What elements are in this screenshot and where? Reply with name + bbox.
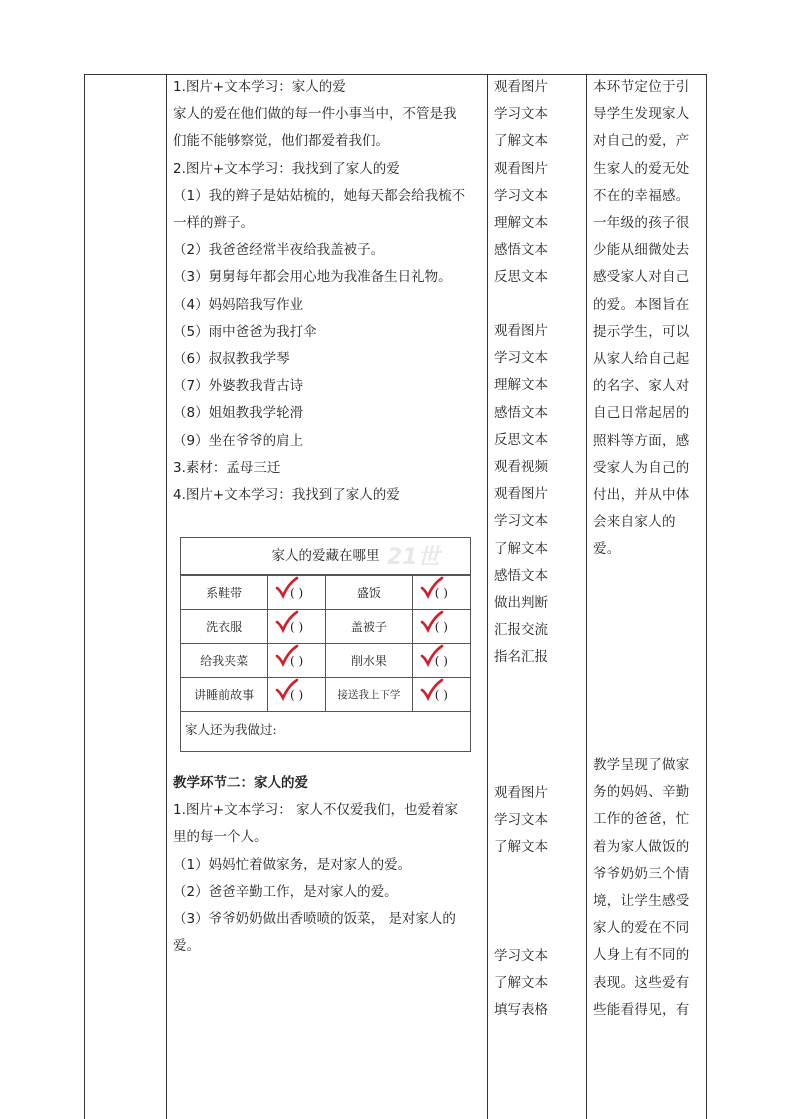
checklist-item: 盖被子 (325, 610, 412, 644)
content-line: （1）我的辫子是姑姑梳的，她每天都会给我梳不 (173, 187, 466, 204)
checklist-checkbox (412, 576, 470, 610)
check-mark-icon (273, 576, 299, 600)
activity-line: 感悟文本 (494, 242, 548, 259)
checklist-item: 洗衣服 (181, 610, 268, 644)
intent-line: 家人的爱在不同 (593, 920, 690, 937)
content-line: 一样的辫子。 (173, 215, 254, 232)
column-divider-2 (487, 74, 488, 1119)
content-line: （2）我爸爸经常半夜给我盖被子。 (173, 242, 385, 259)
activity-line: 理解文本 (494, 215, 548, 232)
content-line: （8）姐姐教我学轮滑 (173, 405, 304, 422)
activity-line: 了解文本 (494, 133, 548, 150)
intent-line: 的名字、家人对 (593, 378, 690, 395)
activity-line: 了解文本 (494, 839, 548, 856)
checklist-item: 给我夹菜 (181, 644, 268, 678)
intent-line: 本环节定位于引 (593, 79, 690, 95)
activity-line: 了解文本 (494, 975, 548, 992)
intent-line: 从家人给自己起 (593, 351, 690, 368)
table-border-left (84, 74, 85, 1119)
teaching-content-section-2 (173, 770, 483, 960)
intent-line: 境，让学生感受 (593, 893, 690, 910)
activity-line: 观看图片 (494, 785, 548, 801)
intent-line: 付出，并从中体 (593, 487, 690, 504)
checkbox-parentheses: ( ) (434, 585, 448, 600)
checklist-row (181, 576, 470, 610)
content-block-1 (173, 74, 483, 509)
check-mark-icon (418, 610, 444, 634)
checklist-item: 削水果 (325, 644, 412, 678)
checklist-checkbox (268, 644, 326, 678)
student-activity-group-1 (494, 74, 574, 292)
checkbox-parentheses: ( ) (434, 619, 448, 634)
activity-line: 指名汇报 (494, 649, 548, 666)
intent-line: 对自己的爱，产 (593, 133, 690, 150)
check-mark-icon (418, 644, 444, 668)
family-love-checklist-image (180, 537, 471, 752)
intent-line: 照料等方面，感 (593, 432, 690, 449)
intent-line: 生家人的爱无处 (593, 160, 690, 177)
check-mark-icon (273, 644, 299, 668)
intent-line: 少能从细微处去 (593, 242, 690, 259)
checkbox-parentheses: ( ) (434, 687, 448, 702)
activity-line: 感悟文本 (494, 567, 548, 584)
check-mark-icon (418, 678, 444, 702)
checklist-checkbox (268, 576, 326, 610)
activity-line: 观看图片 (494, 323, 548, 339)
content-line: 家人的爱在他们做的每一件小事当中，不管是我 (173, 106, 457, 123)
activity-line: 学习文本 (494, 106, 548, 123)
checklist-table (181, 575, 470, 712)
checklist-footer: 家人还为我做过: (185, 722, 277, 737)
intent-line: 提示学生，可以 (593, 323, 690, 340)
checklist-item: 讲睡前故事 (181, 678, 268, 712)
intent-line: 感受家人对自己 (593, 269, 690, 286)
intent-line: 导学生发现家人 (593, 106, 690, 123)
activity-line: 反思文本 (494, 431, 548, 448)
activity-line: 填写表格 (494, 1002, 548, 1019)
student-activity-group-3 (494, 780, 574, 862)
check-mark-icon (273, 678, 299, 702)
column-divider-3 (586, 74, 587, 1119)
activity-line: 汇报交流 (494, 622, 548, 639)
content-line: （6）叔叔教我学琴 (173, 351, 290, 368)
content-line: （9）坐在爷爷的肩上 (173, 432, 304, 449)
section-title: 教学环节二：家人的爱 (173, 775, 308, 791)
intent-line: 自己日常起居的 (593, 405, 690, 422)
checklist-checkbox (412, 678, 470, 712)
content-line: 爱。 (173, 938, 200, 955)
activity-line: 学习文本 (494, 350, 548, 367)
activity-line: 感悟文本 (494, 404, 548, 421)
checklist-row (181, 610, 470, 644)
intent-line: 着为家人做饭的 (593, 838, 690, 855)
activity-line: 学习文本 (494, 187, 548, 204)
check-mark-icon (418, 576, 444, 600)
content-line: 1.图片+文本学习：家人的爱 (173, 79, 346, 95)
checklist-item: 接送我上下学 (325, 678, 412, 712)
checklist-item: 盛饭 (325, 576, 412, 610)
column-divider-1 (166, 74, 167, 1119)
checkbox-parentheses: ( ) (289, 687, 304, 702)
checklist-row (181, 644, 470, 678)
content-line: （2）爸爸辛勤工作，是对家人的爱。 (173, 883, 398, 900)
design-intent-para-1 (593, 74, 703, 564)
activity-line: 观看图片 (494, 79, 548, 95)
teaching-content-column (173, 74, 483, 509)
activity-line: 观看图片 (494, 486, 548, 503)
design-intent-para-2 (593, 752, 703, 1024)
activity-line: 学习文本 (494, 513, 548, 530)
checklist-checkbox (412, 644, 470, 678)
watermark-logo: 21世 (387, 545, 440, 570)
content-line: （4）妈妈陪我写作业 (173, 296, 304, 313)
checklist-checkbox (268, 610, 326, 644)
checkbox-parentheses: ( ) (289, 653, 304, 668)
intent-line: 的爱。本图旨在 (593, 296, 690, 313)
activity-line: 学习文本 (494, 948, 548, 964)
check-mark-icon (273, 610, 299, 634)
content-line: 1.图片+文本学习： 家人不仅爱我们，也爱着家 (173, 802, 458, 819)
content-block-2 (173, 797, 483, 960)
intent-line: 一年级的孩子很 (593, 215, 690, 232)
intent-line: 不在的幸福感。 (593, 187, 690, 204)
activity-line: 了解文本 (494, 540, 548, 557)
activity-line: 观看视频 (494, 459, 548, 476)
student-activity-group-4 (494, 943, 574, 1025)
intent-line: 会来自家人的爱。 (593, 514, 676, 558)
checkbox-parentheses: ( ) (289, 585, 304, 600)
content-line: （7）外婆教我背古诗 (173, 378, 304, 395)
content-line: 3.素材：孟母三迁 (173, 459, 281, 476)
intent-line: 表现。这些爱有 (593, 974, 690, 991)
checklist-item: 系鞋带 (181, 576, 268, 610)
checklist-checkbox (268, 678, 326, 712)
content-line: 4.图片+文本学习：我找到了家人的爱 (173, 487, 400, 504)
activity-line: 理解文本 (494, 377, 548, 394)
activity-line: 做出判断 (494, 595, 548, 612)
activity-line: 反思文本 (494, 269, 548, 286)
content-line: （5）雨中爸爸为我打伞 (173, 323, 317, 340)
table-border-right (706, 74, 707, 1119)
content-line: （1）妈妈忙着做家务，是对家人的爱。 (173, 856, 412, 873)
checklist-title: 家人的爱藏在哪里 (181, 538, 470, 575)
content-line: 们能不能够察觉，他们都爱着我们。 (173, 133, 389, 150)
content-line: （3）爷爷奶奶做出香喷喷的饭菜， 是对家人的 (173, 911, 456, 928)
intent-line: 爷爷奶奶三个情 (593, 865, 690, 882)
content-line: 里的每一个人。 (173, 829, 268, 846)
checklist-row (181, 678, 470, 712)
intent-line: 工作的爸爸，忙 (593, 811, 690, 828)
student-activity-group-2 (494, 318, 574, 672)
activity-line: 观看图片 (494, 160, 548, 177)
checkbox-parentheses: ( ) (289, 619, 304, 634)
intent-line: 些能看得见，有 (593, 1001, 690, 1018)
intent-line: 受家人为自己的 (593, 459, 690, 476)
intent-line: 教学呈现了做家 (593, 757, 690, 773)
checklist-checkbox (412, 610, 470, 644)
intent-line: 人身上有不同的 (593, 947, 690, 964)
intent-line: 务的妈妈、辛勤 (593, 784, 690, 801)
content-line: （3）舅舅每年都会用心地为我准备生日礼物。 (173, 269, 452, 286)
activity-line: 学习文本 (494, 812, 548, 829)
checkbox-parentheses: ( ) (434, 653, 448, 668)
content-line: 2.图片+文本学习：我找到了家人的爱 (173, 160, 400, 177)
